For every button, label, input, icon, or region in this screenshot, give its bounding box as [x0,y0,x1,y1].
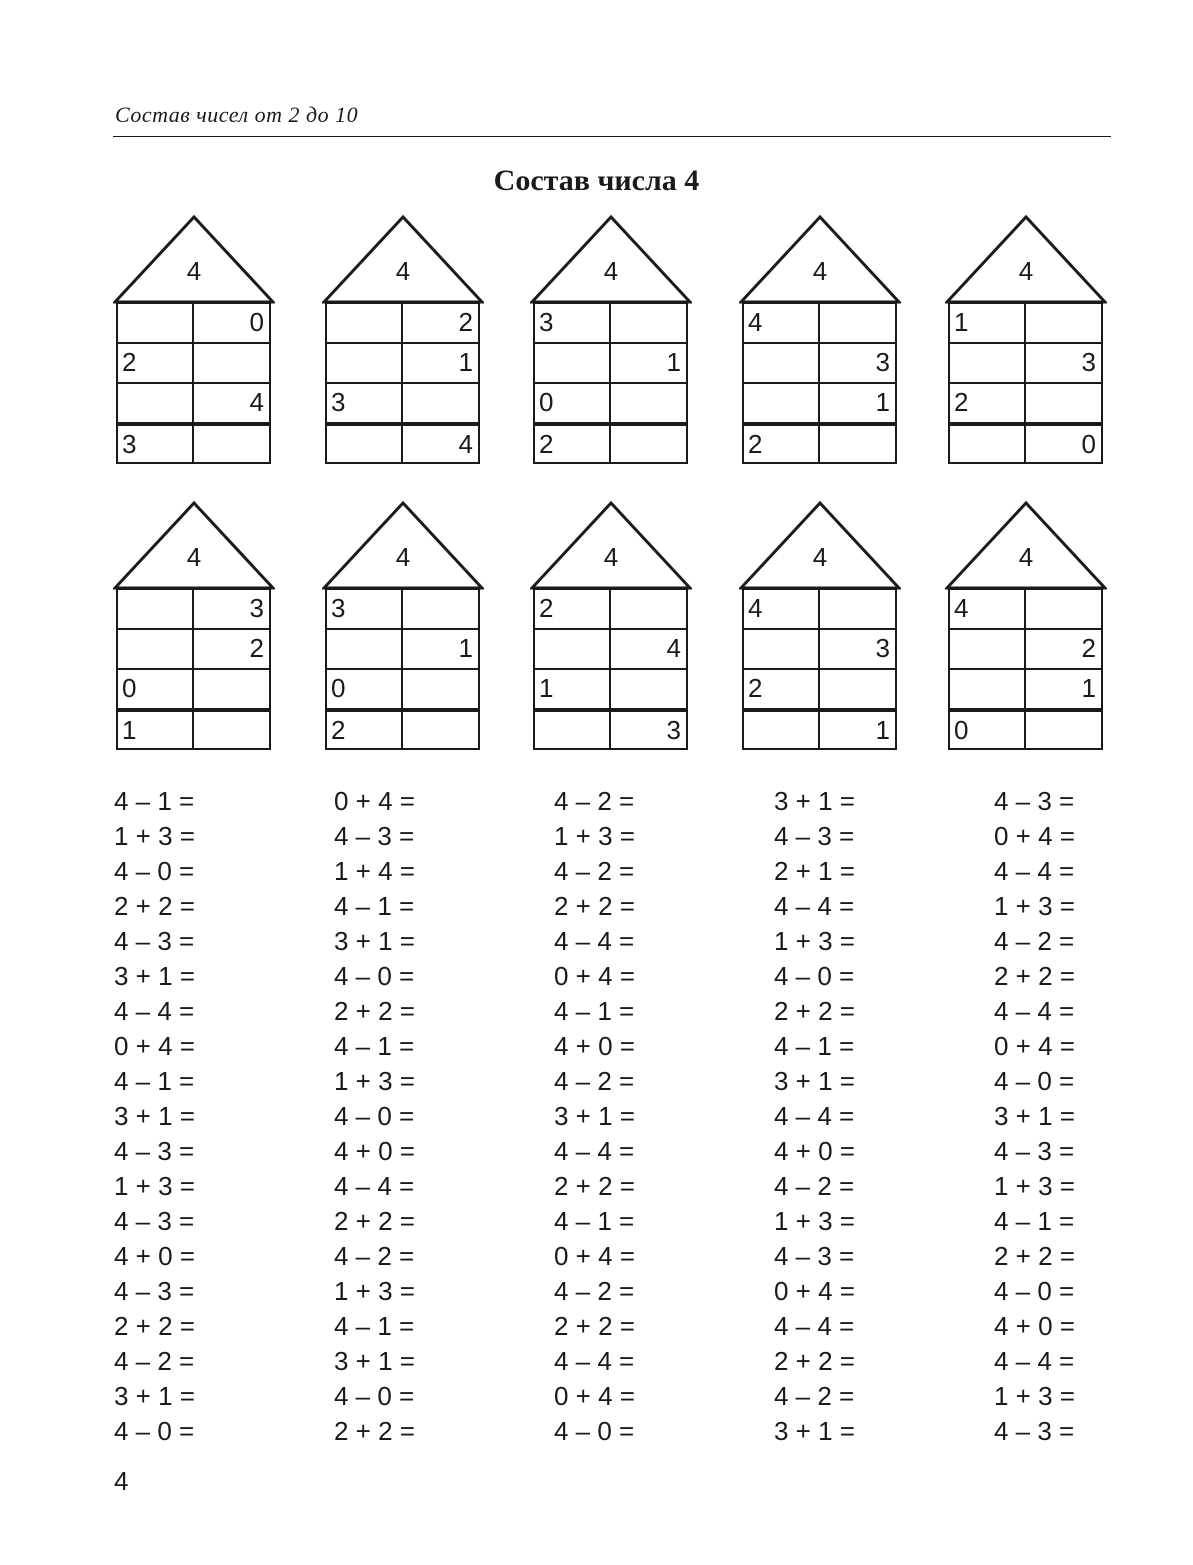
house-cell-right[interactable] [611,384,686,422]
roof-number: 4 [395,542,411,572]
number-house [945,214,1107,468]
equation: 3 + 1 = [114,1381,195,1411]
house-cell-right[interactable]: 1 [458,347,473,377]
equation: 0 + 4 = [554,1381,635,1411]
equation: 4 – 0 = [994,1276,1075,1306]
equation: 4 + 0 = [334,1136,415,1166]
equation: 4 – 1 = [114,1066,195,1096]
equation: 4 – 0 = [554,1416,635,1446]
equation: 4 – 2 = [554,1276,635,1306]
house-cell-left[interactable] [327,304,403,342]
house-row [744,628,895,668]
house-row [327,302,478,342]
house-row [950,588,1101,628]
house-cell-left[interactable] [950,426,1026,462]
number-house [530,214,692,468]
house-cell-left[interactable]: 2 [744,670,820,708]
house-grid [533,302,688,464]
house-cell-right[interactable] [1026,590,1101,628]
number-house [739,214,901,468]
number-house [530,500,692,754]
house-cell-left[interactable]: 4 [744,590,820,628]
house-row [950,382,1101,422]
equation: 4 – 2 = [774,1171,855,1201]
equation: 1 + 3 = [774,1206,855,1236]
house-grid [742,588,897,750]
equation: 4 – 2 = [554,1066,635,1096]
equation: 4 – 4 = [994,856,1075,886]
house-cell-right[interactable]: 4 [666,633,681,663]
house-cell-left[interactable] [744,630,820,668]
equation: 4 + 0 = [774,1136,855,1166]
equation: 4 – 0 = [334,1381,415,1411]
equation-column [334,784,534,1449]
house-cell-right[interactable] [194,712,269,748]
equation: 4 + 0 = [114,1241,195,1271]
house-row [744,708,895,748]
equation: 4 – 1 = [334,1031,415,1061]
equation: 4 – 4 = [334,1171,415,1201]
house-row [535,668,686,708]
equation: 4 – 4 = [994,1346,1075,1376]
house-row [535,628,686,668]
house-cell-right[interactable] [611,304,686,342]
roof-number: 4 [603,256,619,286]
house-row [327,668,478,708]
roof-number: 4 [1018,542,1034,572]
house-grid [325,588,480,750]
equation: 0 + 4 = [554,961,635,991]
house-cell-left[interactable]: 4 [744,304,820,342]
house-row [950,342,1101,382]
equation: 3 + 1 = [994,1101,1075,1131]
equation: 4 – 2 = [554,856,635,886]
house-cell-right[interactable]: 1 [458,633,473,663]
house-cell-right[interactable]: 4 [249,387,264,417]
house-cell-right[interactable] [194,344,269,382]
house-cell-right[interactable] [403,712,478,748]
house-cell-left[interactable]: 3 [118,426,194,462]
number-house [739,500,901,754]
equation: 3 + 1 = [114,1101,195,1131]
equation: 1 + 3 = [114,821,195,851]
number-house [322,500,484,754]
house-cell-right[interactable] [611,670,686,708]
house-cell-left[interactable]: 2 [118,344,194,382]
roof-number: 4 [186,542,202,572]
house-cell-right[interactable] [1026,712,1101,748]
house-cell-left[interactable] [744,712,820,748]
house-grid [533,588,688,750]
house-row [327,708,478,748]
house-cell-left[interactable]: 4 [950,590,1026,628]
house-row [744,588,895,628]
house-cell-left[interactable] [950,670,1026,708]
house-cell-left[interactable] [118,590,194,628]
house-cell-right[interactable] [1026,304,1101,342]
house-cell-left[interactable]: 1 [118,712,194,748]
house-cell-left[interactable] [327,344,403,382]
house-row [327,422,478,462]
equation: 1 + 3 = [994,891,1075,921]
house-cell-left[interactable]: 2 [950,384,1026,422]
equation: 1 + 3 = [774,926,855,956]
house-cell-left[interactable] [950,630,1026,668]
equation: 1 + 3 = [334,1276,415,1306]
house-cell-right[interactable] [403,384,478,422]
house-row [535,422,686,462]
house-cell-right[interactable] [820,426,895,462]
house-cell-left[interactable]: 1 [950,304,1026,342]
house-grid [948,588,1103,750]
equation: 4 – 3 = [114,1276,195,1306]
equation: 0 + 4 = [994,821,1075,851]
equation: 4 – 4 = [774,1311,855,1341]
equation: 4 – 2 = [334,1241,415,1271]
roof-number: 4 [812,542,828,572]
house-cell-left[interactable] [535,344,611,382]
equation: 1 + 3 = [334,1066,415,1096]
house-cell-right[interactable] [194,426,269,462]
house-cell-right[interactable]: 3 [666,715,681,745]
equation: 4 – 4 = [774,1101,855,1131]
equation: 4 – 1 = [774,1031,855,1061]
equation: 2 + 2 = [114,891,195,921]
house-row [118,302,269,342]
house-cell-left[interactable] [950,344,1026,382]
house-cell-right[interactable] [611,426,686,462]
equation: 0 + 4 = [114,1031,195,1061]
equation: 4 + 0 = [994,1311,1075,1341]
equation-column [774,784,974,1449]
house-cell-right[interactable] [1026,384,1101,422]
equation: 4 – 3 = [774,821,855,851]
house-cell-left[interactable] [327,426,403,462]
house-cell-left[interactable] [118,304,194,342]
house-cell-left[interactable]: 0 [535,384,611,422]
house-cell-right[interactable]: 1 [1081,673,1096,703]
house-cell-left[interactable]: 0 [118,670,194,708]
equation: 4 + 0 = [554,1031,635,1061]
house-row [950,708,1101,748]
house-row [327,628,478,668]
equation-column [554,784,754,1449]
equation: 3 + 1 = [334,926,415,956]
equation: 4 – 3 = [114,926,195,956]
equation: 4 – 1 = [994,1206,1075,1236]
house-cell-left[interactable] [744,384,820,422]
house-cell-right[interactable] [403,670,478,708]
equation: 4 – 0 = [334,961,415,991]
equation: 0 + 4 = [334,786,415,816]
house-row [118,708,269,748]
equation: 3 + 1 = [334,1346,415,1376]
equation-column [114,784,314,1449]
equation: 3 + 1 = [774,786,855,816]
equation: 1 + 4 = [334,856,415,886]
house-row [535,588,686,628]
equation: 2 + 2 = [554,1311,635,1341]
equation: 3 + 1 = [554,1101,635,1131]
equation: 1 + 3 = [114,1171,195,1201]
house-cell-right[interactable] [611,590,686,628]
house-cell-right[interactable]: 3 [875,347,890,377]
equation: 4 – 1 = [554,996,635,1026]
roof-number: 4 [395,256,411,286]
equation: 4 – 3 = [994,786,1075,816]
roof-number: 4 [186,256,202,286]
equation: 4 – 2 = [994,926,1075,956]
number-house [322,214,484,468]
equation: 4 – 3 = [994,1136,1075,1166]
equation: 0 + 4 = [994,1031,1075,1061]
equation: 2 + 2 = [334,996,415,1026]
house-cell-right[interactable]: 3 [1081,347,1096,377]
house-row [950,422,1101,462]
house-row [744,302,895,342]
equation: 4 – 1 = [554,1206,635,1236]
house-cell-left[interactable]: 2 [535,590,611,628]
house-row [327,588,478,628]
equation: 3 + 1 = [774,1416,855,1446]
house-row [118,342,269,382]
equation: 2 + 2 = [774,996,855,1026]
house-row [535,342,686,382]
equation: 4 – 0 = [994,1066,1075,1096]
house-row [950,628,1101,668]
house-row [744,668,895,708]
house-row [535,302,686,342]
house-row [118,382,269,422]
house-row [535,708,686,748]
house-cell-right[interactable]: 0 [249,307,264,337]
house-cell-left[interactable]: 3 [327,384,403,422]
house-grid [325,302,480,464]
house-cell-left[interactable]: 2 [535,426,611,462]
house-cell-right[interactable] [403,590,478,628]
equation: 2 + 2 = [774,1346,855,1376]
equation: 1 + 3 = [554,821,635,851]
equation: 1 + 3 = [994,1171,1075,1201]
running-title: Состав чисел от 2 до 10 [115,102,359,127]
house-cell-right[interactable] [820,304,895,342]
house-grid [948,302,1103,464]
house-cell-left[interactable] [118,384,194,422]
house-cell-left[interactable] [535,630,611,668]
house-cell-left[interactable] [535,712,611,748]
header-divider [113,136,1111,137]
number-house [113,214,275,468]
equation: 4 – 3 = [774,1241,855,1271]
equation: 4 – 3 = [114,1206,195,1236]
equation: 4 – 0 = [114,1416,195,1446]
house-cell-left[interactable] [118,630,194,668]
house-cell-left[interactable]: 2 [327,712,403,748]
equation: 0 + 4 = [554,1241,635,1271]
equation: 4 – 1 = [114,786,195,816]
house-row [327,342,478,382]
equation: 4 – 4 = [114,996,195,1026]
page-number: 4 [114,1466,129,1496]
house-row [744,422,895,462]
house-cell-left[interactable]: 1 [535,670,611,708]
equation: 4 – 2 = [114,1346,195,1376]
equation: 2 + 2 = [994,961,1075,991]
house-cell-right[interactable]: 0 [1081,429,1096,459]
page-title: Состав числа 4 [493,164,700,197]
equation: 4 – 2 = [774,1381,855,1411]
number-house [113,500,275,754]
house-row [118,668,269,708]
equation: 4 – 0 = [114,856,195,886]
equation: 2 + 2 = [334,1206,415,1236]
house-row [950,668,1101,708]
house-grid [116,588,271,750]
equation: 4 – 4 = [554,926,635,956]
house-grid [742,302,897,464]
equation: 4 – 2 = [554,786,635,816]
equation: 4 – 1 = [334,891,415,921]
house-cell-right[interactable]: 2 [1081,633,1096,663]
house-cell-left[interactable]: 0 [327,670,403,708]
equation: 4 – 0 = [774,961,855,991]
house-row [118,588,269,628]
house-row [327,382,478,422]
house-cell-left[interactable] [744,344,820,382]
house-cell-left[interactable]: 2 [744,426,820,462]
house-cell-right[interactable]: 2 [249,633,264,663]
house-cell-right[interactable] [820,590,895,628]
equation: 1 + 3 = [994,1381,1075,1411]
roof-number: 4 [603,542,619,572]
equation: 4 – 3 = [994,1416,1075,1446]
house-row [118,628,269,668]
equation: 2 + 2 = [114,1311,195,1341]
house-cell-left[interactable] [327,630,403,668]
equation: 4 – 4 = [554,1346,635,1376]
equation: 4 – 0 = [334,1101,415,1131]
house-row [118,422,269,462]
house-cell-right[interactable] [194,670,269,708]
equation: 2 + 2 = [334,1416,415,1446]
house-cell-left[interactable]: 3 [535,304,611,342]
equation: 2 + 2 = [554,891,635,921]
equation: 4 – 4 = [554,1136,635,1166]
house-cell-right[interactable]: 1 [666,347,681,377]
house-cell-right[interactable]: 3 [249,593,264,623]
equation: 3 + 1 = [114,961,195,991]
equation: 4 – 3 = [334,821,415,851]
house-cell-right[interactable] [820,670,895,708]
house-cell-right[interactable]: 1 [875,715,890,745]
equation: 2 + 2 = [554,1171,635,1201]
house-cell-right[interactable]: 2 [458,307,473,337]
number-house [945,500,1107,754]
roof-number: 4 [1018,256,1034,286]
house-cell-right[interactable]: 3 [875,633,890,663]
equation: 4 – 3 = [114,1136,195,1166]
equation: 0 + 4 = [774,1276,855,1306]
equation: 3 + 1 = [774,1066,855,1096]
house-cell-right[interactable]: 1 [875,387,890,417]
roof-number: 4 [812,256,828,286]
house-cell-right[interactable]: 4 [458,429,473,459]
equation: 2 + 2 = [994,1241,1075,1271]
equation: 4 – 4 = [994,996,1075,1026]
equation: 4 – 4 = [774,891,855,921]
house-cell-left[interactable]: 0 [950,712,1026,748]
house-row [744,382,895,422]
house-row [535,382,686,422]
equation: 4 – 1 = [334,1311,415,1341]
house-cell-left[interactable]: 3 [327,590,403,628]
house-grid [116,302,271,464]
house-row [950,302,1101,342]
equation-column [994,784,1193,1449]
equation: 2 + 1 = [774,856,855,886]
house-row [744,342,895,382]
